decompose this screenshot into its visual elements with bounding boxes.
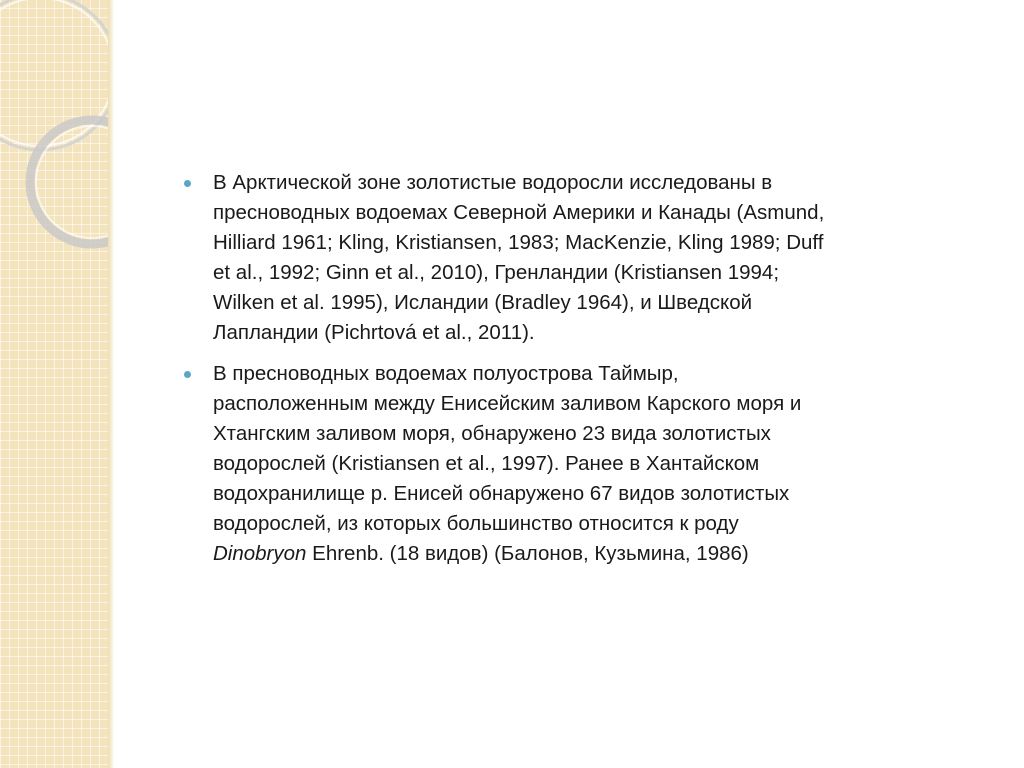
text-line: Hilliard 1961; Kling, Kristiansen, 1983; MacKenzie, Kling 1989; Duff [213, 231, 824, 254]
genus-name: Dinobryon [213, 542, 307, 565]
bullet-item-arctic [183, 168, 983, 348]
band-edge-shadow [108, 0, 114, 768]
bullet-dot-icon [184, 371, 191, 378]
text-line: пресноводных водоемах Северной Америки и Канады (Asmund, [213, 201, 825, 224]
text-line-last [213, 539, 983, 569]
decorative-rings [0, 0, 112, 768]
bullet-item-taimyr [183, 359, 983, 569]
text-line: Wilken et al. 1995), Исландии (Bradley 1964), и Шведской [213, 291, 753, 314]
decorative-side-band [0, 0, 112, 768]
text-line: водохранилище р. Енисей обнаружено 67 видов золотистых [213, 482, 790, 505]
citation-text: Ehrenb. (18 видов) (Балонов, Кузьмина, 1986) [306, 542, 749, 565]
text-line: водорослей (Kristiansen et al., 1997). Ранее в Хантайском [213, 452, 760, 475]
text-line: et al., 1992; Ginn et al., 2010), Гренландии (Kristiansen 1994; [213, 261, 780, 284]
bullet-dot-icon [184, 180, 191, 187]
slide-body [183, 168, 983, 580]
text-line: водорослей, из которых большинство относится к роду [213, 512, 739, 535]
text-line: Хтангским заливом моря, обнаружено 23 вида золотистых [213, 422, 771, 445]
text-line: Лапландии (Pichrtová et al., 2011). [213, 321, 535, 344]
text-line: расположенным между Енисейским заливом Карского моря и [213, 392, 802, 415]
text-line: В Арктической зоне золотистые водоросли исследованы в [213, 171, 773, 194]
text-line: В пресноводных водоемах полуострова Таймыр, [213, 362, 679, 385]
